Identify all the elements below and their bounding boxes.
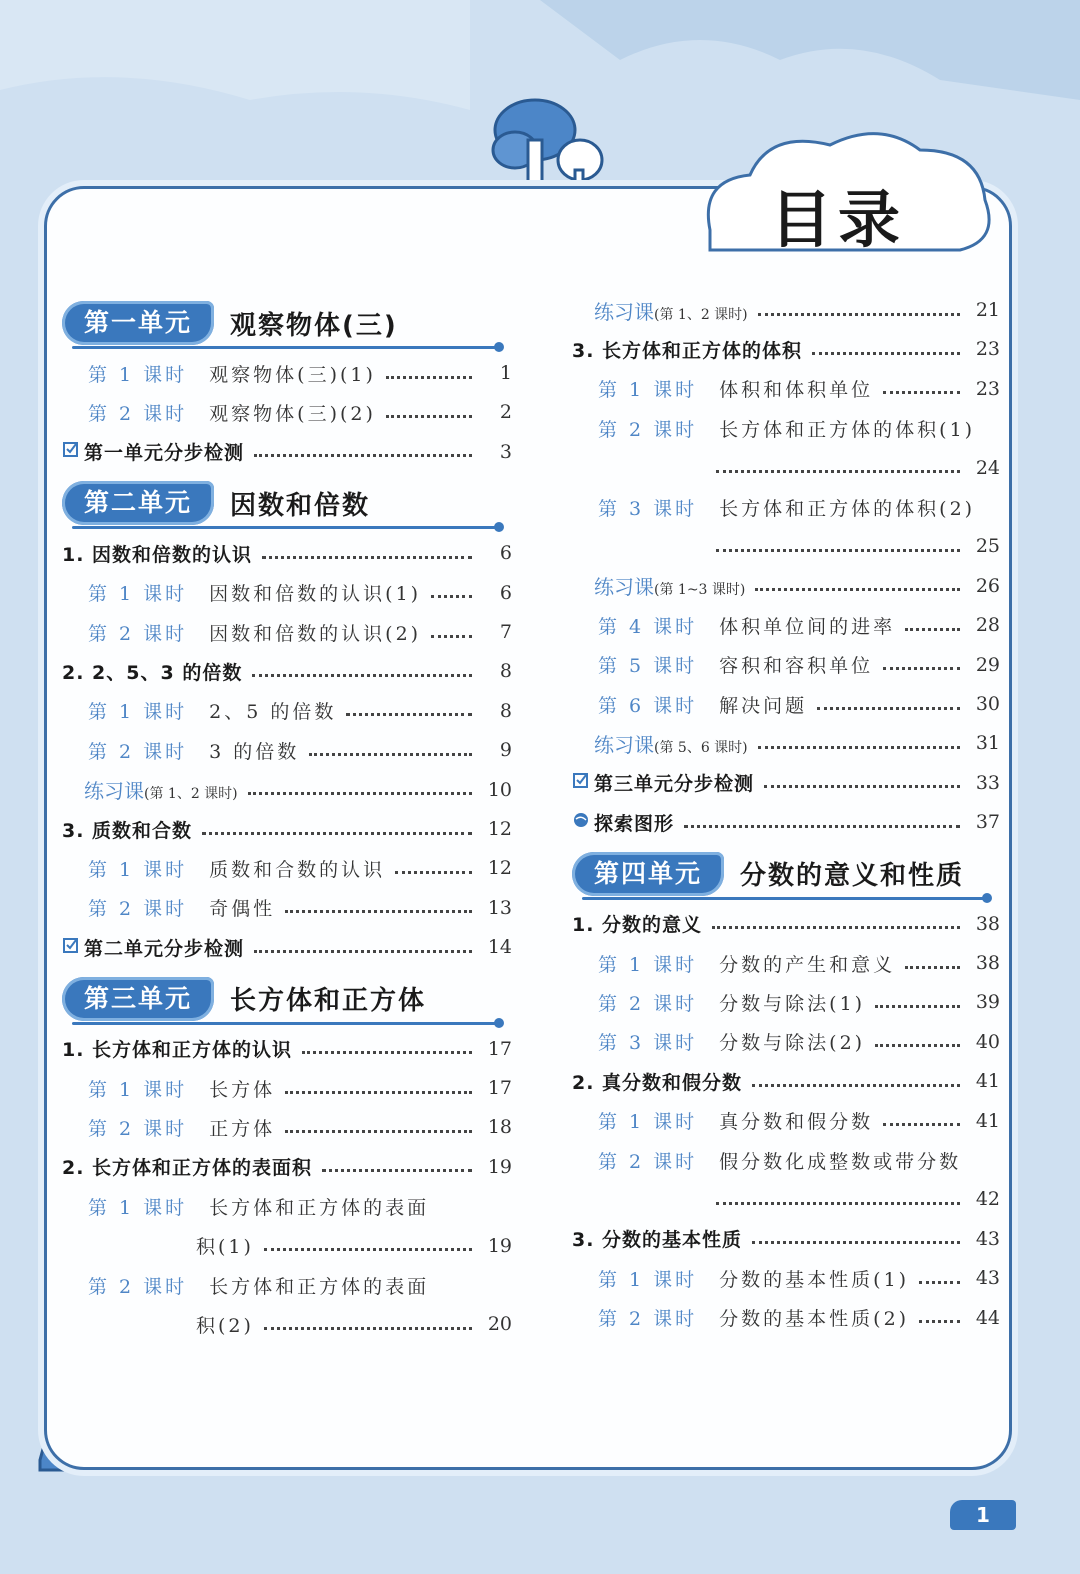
dot-leader xyxy=(883,391,960,394)
toc-entry-continuation[interactable] xyxy=(706,1184,1000,1214)
lesson-label: 第 5 课时 xyxy=(598,655,698,678)
page-ref: 39 xyxy=(975,991,1000,1014)
checklist-icon xyxy=(572,771,594,794)
toc-entry[interactable] xyxy=(598,689,1000,719)
lesson-title: 观察物体(三)(2) xyxy=(209,402,376,425)
lesson-label: 第 2 课时 xyxy=(88,1117,188,1140)
unit-check-title: 第二单元分步检测 xyxy=(84,937,245,960)
toc-entry[interactable] xyxy=(88,893,512,923)
page-ref: 2 xyxy=(499,401,512,424)
section-title: 3. 分数的基本性质 xyxy=(572,1229,743,1252)
page-ref: 44 xyxy=(975,1306,1000,1329)
page-ref: 17 xyxy=(487,1077,512,1099)
unit-title: 分数的意义和性质 xyxy=(740,861,965,892)
lesson-label: 第 4 课时 xyxy=(598,615,698,638)
unit-label-badge: 第四单元 xyxy=(572,852,724,896)
dot-leader xyxy=(254,950,472,953)
lesson-label: 第 2 课时 xyxy=(598,418,698,441)
dot-leader xyxy=(755,588,960,591)
lesson-label: 第 2 课时 xyxy=(598,1308,698,1331)
dot-leader xyxy=(431,635,472,638)
toc-entry[interactable] xyxy=(62,538,512,568)
unit-underline xyxy=(72,346,502,349)
dot-leader xyxy=(252,674,472,677)
unit-title: 观察物体(三) xyxy=(230,310,398,341)
page-ref: 28 xyxy=(975,614,1000,637)
lesson-title: 假分数化成整数或带分数 xyxy=(719,1150,962,1173)
lesson-label: 第 1 课时 xyxy=(88,858,188,881)
lesson-label: 第 1 课时 xyxy=(598,1111,698,1134)
practice-note: (第 1、2 课时) xyxy=(654,306,748,323)
section-title: 3. 长方体和正方体的体积 xyxy=(572,339,803,362)
toc-entry[interactable] xyxy=(88,735,512,765)
page-title: 目录 xyxy=(770,183,907,256)
practice-note: (第 5、6 课时) xyxy=(654,739,748,756)
lesson-title: 2、5 的倍数 xyxy=(209,701,337,724)
toc-entry[interactable] xyxy=(598,987,1000,1017)
toc-entry[interactable] xyxy=(88,1073,512,1103)
lesson-label: 第 2 课时 xyxy=(88,1275,188,1298)
lesson-label: 第 1 课时 xyxy=(598,1268,698,1291)
lesson-title: 长方体和正方体的体积(1) xyxy=(719,418,976,441)
toc-entry[interactable] xyxy=(598,413,1000,443)
page-ref: 43 xyxy=(975,1267,1000,1290)
toc-entry-continuation[interactable] xyxy=(706,531,1000,561)
dot-leader xyxy=(883,667,960,670)
toc-entry[interactable] xyxy=(62,1152,512,1182)
dot-leader xyxy=(386,415,472,418)
section-title: 2. 长方体和正方体的表面积 xyxy=(62,1157,313,1180)
toc-entry[interactable] xyxy=(598,492,1000,522)
unit-underline xyxy=(72,1022,502,1025)
dot-leader xyxy=(302,1051,472,1054)
practice-title: 练习课(第 1~3 课时) xyxy=(594,575,746,600)
lesson-title: 奇偶性 xyxy=(209,898,276,921)
dot-leader xyxy=(883,1123,960,1126)
toc-entry[interactable] xyxy=(88,853,512,883)
page-ref: 37 xyxy=(975,811,1000,834)
toc-entry-continuation[interactable] xyxy=(196,1309,512,1339)
page-ref: 29 xyxy=(975,653,1000,676)
toc-entry[interactable] xyxy=(594,571,1000,601)
dot-leader xyxy=(684,825,960,828)
toc-entry[interactable] xyxy=(62,814,512,844)
dot-leader xyxy=(322,1169,472,1172)
page-ref: 8 xyxy=(499,660,512,683)
unit-heading[interactable] xyxy=(62,300,398,346)
section-title: 2. 2、5、3 的倍数 xyxy=(62,661,243,684)
page-ref: 7 xyxy=(499,621,512,643)
lesson-title: 观察物体(三)(1) xyxy=(209,363,376,386)
toc-entry[interactable] xyxy=(88,397,512,427)
toc-entry[interactable] xyxy=(62,1034,512,1064)
toc-entry[interactable] xyxy=(572,909,1000,939)
lesson-title: 正方体 xyxy=(209,1117,276,1140)
toc-entry[interactable] xyxy=(598,1303,1000,1333)
lesson-title: 体积和体积单位 xyxy=(719,379,874,402)
toc-entry[interactable] xyxy=(598,650,1000,680)
unit-heading[interactable] xyxy=(62,976,426,1022)
lesson-title: 因数和倍数的认识(1) xyxy=(209,583,422,606)
lesson-title: 分数的基本性质(1) xyxy=(719,1268,910,1291)
lesson-title: 长方体和正方体的表面 xyxy=(209,1275,430,1298)
page-ref: 1 xyxy=(499,362,512,384)
dot-leader xyxy=(285,1130,472,1133)
lesson-title: 体积单位间的进率 xyxy=(719,615,896,638)
page-ref: 23 xyxy=(975,377,1000,400)
dot-leader xyxy=(716,1202,960,1205)
lesson-label: 第 1 课时 xyxy=(88,1196,188,1219)
section-title: 1. 因数和倍数的认识 xyxy=(62,543,253,566)
lesson-label: 第 1 课时 xyxy=(88,583,188,606)
dot-leader xyxy=(386,376,472,379)
dot-leader xyxy=(285,1091,472,1094)
dot-leader xyxy=(264,1248,472,1251)
dot-leader xyxy=(309,753,472,756)
toc-entry[interactable] xyxy=(598,610,1000,640)
lesson-title: 长方体和正方体的体积(2) xyxy=(719,497,976,520)
lesson-label: 第 1 课时 xyxy=(598,379,698,402)
lesson-title: 容积和容积单位 xyxy=(719,655,874,678)
lesson-label: 第 6 课时 xyxy=(598,694,698,717)
toc-entry[interactable] xyxy=(88,578,512,608)
lesson-label: 第 1 课时 xyxy=(88,363,188,386)
page-ref: 42 xyxy=(975,1188,1000,1211)
lesson-title: 3 的倍数 xyxy=(209,740,300,763)
toc-entry[interactable] xyxy=(62,932,512,962)
toc-entry[interactable] xyxy=(598,1145,1000,1175)
lesson-label: 第 2 课时 xyxy=(88,740,188,763)
dot-leader xyxy=(817,707,960,710)
lesson-title: 长方体 xyxy=(209,1078,276,1101)
page-ref: 26 xyxy=(975,574,1000,597)
dot-leader xyxy=(752,1241,960,1244)
page-ref: 14 xyxy=(487,936,512,959)
unit-label-badge: 第三单元 xyxy=(62,977,214,1021)
page-ref: 25 xyxy=(975,535,1000,558)
unit-underline xyxy=(72,526,502,529)
page-ref: 8 xyxy=(499,699,512,722)
unit-label-badge: 第一单元 xyxy=(62,301,214,345)
page-ref: 43 xyxy=(975,1227,1000,1250)
unit-title: 因数和倍数 xyxy=(230,490,371,521)
dot-leader xyxy=(254,454,472,457)
dot-leader xyxy=(812,352,960,355)
unit-check-title: 第三单元分步检测 xyxy=(594,773,755,796)
toc-entry[interactable] xyxy=(594,728,1000,758)
toc-entry[interactable] xyxy=(598,1106,1000,1136)
toc-entry[interactable] xyxy=(572,334,1000,364)
dot-leader xyxy=(264,1327,472,1330)
page-number: 1 xyxy=(950,1500,1016,1530)
lesson-title: 分数的基本性质(2) xyxy=(719,1308,910,1331)
dot-leader xyxy=(905,628,960,631)
toc-entry[interactable] xyxy=(62,656,512,686)
lesson-label: 第 3 课时 xyxy=(598,497,698,520)
toc-entry[interactable] xyxy=(572,807,1000,837)
dot-leader xyxy=(395,871,472,874)
lesson-title: 分数的产生和意义 xyxy=(719,953,896,976)
dot-leader xyxy=(758,746,960,749)
checklist-icon xyxy=(62,936,84,959)
toc-entry[interactable] xyxy=(88,1191,512,1221)
page-ref: 19 xyxy=(487,1234,512,1257)
page-ref: 38 xyxy=(975,952,1000,974)
practice-title: 练习课(第 1、2 课时) xyxy=(84,779,238,804)
page-ref: 24 xyxy=(975,456,1000,479)
page-ref: 31 xyxy=(975,732,1000,755)
page-ref: 40 xyxy=(975,1030,1000,1053)
dot-leader xyxy=(758,313,960,316)
unit-title: 长方体和正方体 xyxy=(230,986,427,1017)
lesson-title: 分数与除法(1) xyxy=(719,992,866,1015)
dot-leader xyxy=(716,470,960,473)
lesson-label: 第 2 课时 xyxy=(88,898,188,921)
lesson-label: 第 1 课时 xyxy=(88,1078,188,1101)
dot-leader xyxy=(712,926,960,929)
page-ref: 6 xyxy=(499,542,512,565)
toc-entry[interactable] xyxy=(594,295,1000,325)
page-ref: 13 xyxy=(487,896,512,919)
globe-icon xyxy=(572,811,594,834)
page-ref: 20 xyxy=(487,1313,512,1336)
toc-entry-continuation[interactable] xyxy=(706,453,1000,483)
practice-note: (第 1~3 课时) xyxy=(654,582,746,599)
unit-check-title: 第一单元分步检测 xyxy=(84,442,245,465)
lesson-label: 第 2 课时 xyxy=(598,992,698,1015)
dot-leader xyxy=(919,1320,960,1323)
checklist-icon xyxy=(62,440,84,463)
dot-leader xyxy=(431,595,472,598)
page-ref: 19 xyxy=(487,1155,512,1178)
lesson-title-continued: 积(1) xyxy=(196,1236,254,1259)
dot-leader xyxy=(752,1084,960,1087)
page-ref: 3 xyxy=(499,440,512,463)
dot-leader xyxy=(875,1005,960,1008)
lesson-label: 第 1 课时 xyxy=(88,701,188,724)
dot-leader xyxy=(346,713,472,716)
toc-entry-continuation[interactable] xyxy=(196,1231,512,1261)
unit-heading[interactable] xyxy=(62,480,370,526)
toc-entry[interactable] xyxy=(88,358,512,388)
page-ref: 18 xyxy=(487,1116,512,1139)
dot-leader xyxy=(202,832,472,835)
section-title: 1. 长方体和正方体的认识 xyxy=(62,1039,293,1062)
dot-leader xyxy=(262,556,472,559)
section-title: 1. 分数的意义 xyxy=(572,914,703,937)
toc-entry[interactable] xyxy=(88,617,512,647)
toc-entry[interactable] xyxy=(88,1270,512,1300)
dot-leader xyxy=(764,785,960,788)
toc-entry[interactable] xyxy=(598,1263,1000,1293)
page-ref: 12 xyxy=(487,857,512,880)
explore-title: 探索图形 xyxy=(594,812,675,835)
practice-note: (第 1、2 课时) xyxy=(144,786,238,803)
dot-leader xyxy=(716,549,960,552)
dot-leader xyxy=(875,1044,960,1047)
lesson-label: 第 3 课时 xyxy=(598,1032,698,1055)
toc-entry[interactable] xyxy=(88,1112,512,1142)
page-ref: 9 xyxy=(499,739,512,762)
toc-entry[interactable] xyxy=(598,1027,1000,1057)
toc-entry[interactable] xyxy=(598,374,1000,404)
dot-leader xyxy=(905,966,960,969)
lesson-title: 质数和合数的认识 xyxy=(209,858,386,881)
page-ref: 6 xyxy=(499,581,512,604)
practice-title: 练习课(第 1、2 课时) xyxy=(594,299,748,324)
page-ref: 41 xyxy=(975,1070,1000,1093)
lesson-title: 分数与除法(2) xyxy=(719,1032,866,1055)
page-ref: 17 xyxy=(487,1037,512,1060)
page-ref: 41 xyxy=(975,1109,1000,1132)
lesson-label: 第 2 课时 xyxy=(88,622,188,645)
lesson-label: 第 1 课时 xyxy=(598,953,698,976)
page-ref: 38 xyxy=(975,912,1000,935)
toc-entry[interactable] xyxy=(88,696,512,726)
page-ref: 33 xyxy=(975,771,1000,794)
toc-entry[interactable] xyxy=(572,1066,1000,1096)
dot-leader xyxy=(285,910,472,913)
page-ref: 12 xyxy=(487,818,512,840)
lesson-title: 真分数和假分数 xyxy=(719,1111,874,1134)
dot-leader xyxy=(248,792,472,795)
lesson-label: 第 2 课时 xyxy=(598,1150,698,1173)
section-title: 3. 质数和合数 xyxy=(62,819,193,842)
practice-title: 练习课(第 5、6 课时) xyxy=(594,732,748,757)
toc-entry[interactable] xyxy=(572,1224,1000,1254)
toc-entry[interactable] xyxy=(62,437,512,467)
lesson-title: 因数和倍数的认识(2) xyxy=(209,622,422,645)
page-ref: 30 xyxy=(975,693,1000,715)
toc-entry[interactable] xyxy=(572,768,1000,798)
lesson-title: 长方体和正方体的表面 xyxy=(209,1196,430,1219)
toc-entry[interactable] xyxy=(84,775,512,805)
page-ref: 23 xyxy=(975,338,1000,361)
lesson-title: 解决问题 xyxy=(719,694,808,717)
unit-label-badge: 第二单元 xyxy=(62,481,214,525)
section-title: 2. 真分数和假分数 xyxy=(572,1071,743,1094)
unit-underline xyxy=(582,897,990,900)
lesson-label: 第 2 课时 xyxy=(88,402,188,425)
toc-entry[interactable] xyxy=(598,948,1000,978)
lesson-title-continued: 积(2) xyxy=(196,1314,254,1337)
unit-heading[interactable] xyxy=(572,851,964,897)
page-ref: 21 xyxy=(975,299,1000,321)
dot-leader xyxy=(919,1281,960,1284)
page-ref: 10 xyxy=(487,778,512,801)
